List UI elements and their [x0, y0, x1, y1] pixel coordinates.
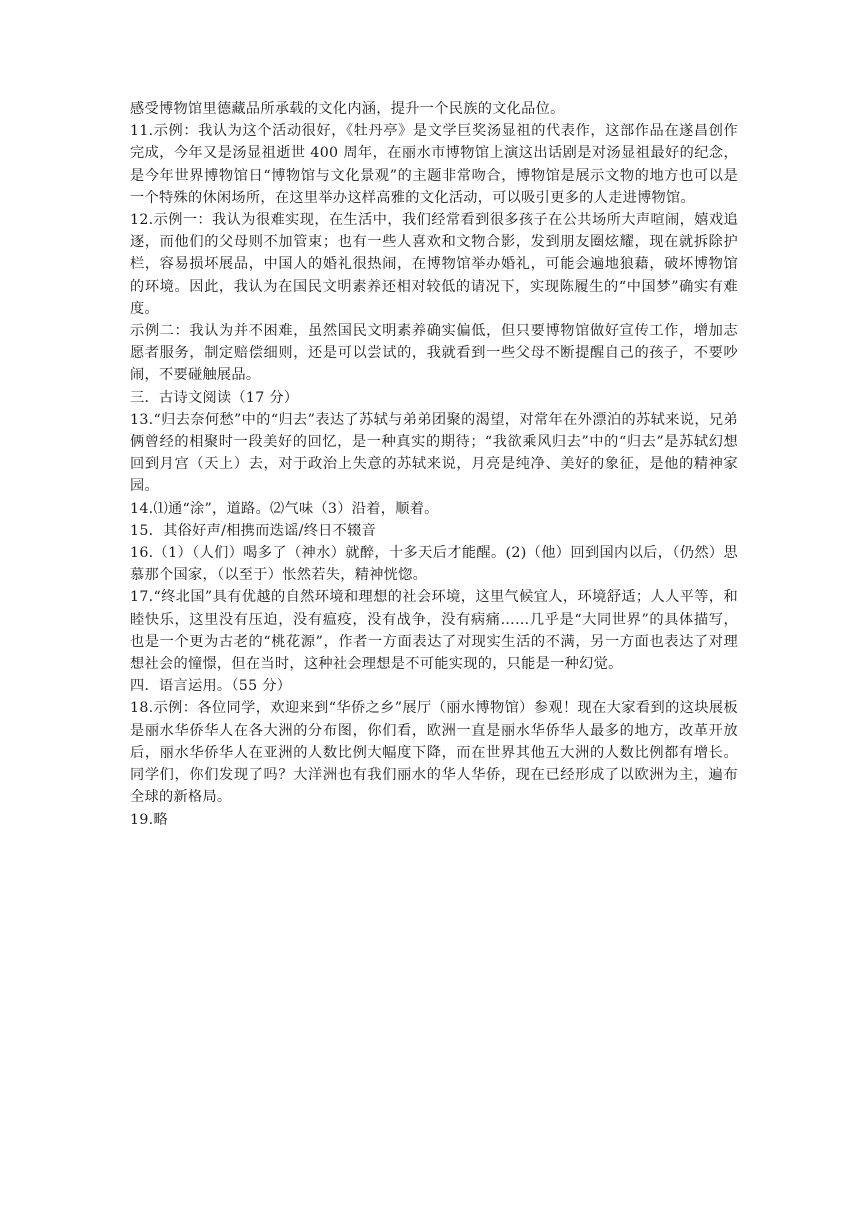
answer-17: 17.“终北国”具有优越的自然环境和理想的社会环境，这里气候宜人，环境舒适；人人平等，和睦快乐，这里没有压迫，没有瘟疫，没有战争，没有病痛……几乎是“大同世界”的具体描写，也是一个更为古老的“桃花源”，作者一方面表达了对现实生活的不满，另一方面也表达了对理想社会的憧憬，但在当时，这种社会理想是不可能实现的，只能是一种幻觉。 — [130, 589, 738, 673]
answer-13: 13.“归去奈何愁”中的“归去”表达了苏轼与弟弟团聚的渴望，对常年在外漂泊的苏轼来说，兄弟俩曾经的相聚时一段美好的回忆，是一种真实的期待；“我欲乘风归去”中的“归去”是苏轼幻想回到月宫（天上）去，对于政治上失意的苏轼来说，月亮是纯净、美好的象征，是他的精神家园。 — [130, 411, 738, 495]
answer-14: 14.⑴通“涂”，道路。⑵气味（3）沿着，顺着。 — [130, 500, 439, 517]
document-page — [130, 98, 738, 831]
answer-16: 16.（1）（人们）喝多了（神水）就醉，十多天后才能醒。(2)（他）回到国内以后，（仍然）思慕那个国家，（以至于）怅然若失，精神恍惚。 — [130, 545, 738, 584]
answer-12-example-1: 12.示例一：我认为很难实现，在生活中，我们经常看到很多孩子在公共场所大声喧闹，嬉戏追逐，而他们的父母则不加管束；也有一些人喜欢和文物合影，发到朋友圈炫耀，现在就拆除护栏，容易损坏展品，中国人的婚礼很热闹，在博物馆举办婚礼，可能会遍地狼藉，破坏博物馆的环境。因此，我认为在国民文明素养还相对较低的请况下，实现陈履生的“中国梦”确实有难度。 — [130, 212, 738, 317]
answer-18: 18.示例：各位同学，欢迎来到“华侨之乡”展厅（丽水博物馆）参观！现在大家看到的这块展板是丽水华侨华人在各大洲的分布图，你们看，欧洲一直是丽水华侨华人最多的地方，改革开放后，丽水华侨华人在亚洲的人数比例大幅度下降，而在世界其他五大洲的人数比例都有增长。同学们，你们发现了吗？大洋洲也有我们丽水的华人华侨，现在已经形成了以欧洲为主，遍布全球的新格局。 — [130, 700, 738, 806]
section-3-heading: 三．古诗文阅读（17 分） — [130, 389, 299, 406]
section-4-heading: 四．语言运用。（55 分） — [130, 678, 292, 695]
answer-11: 11.示例：我认为这个活动很好，《牡丹亭》是文学巨奖汤显祖的代表作，这部作品在遂昌创作完成，今年又是汤显祖逝世 400 周年，在丽水市博物馆上演这出话剧是对汤显祖最好的纪念，是今年世界博物馆日“博物馆与文化景观”的主题非常吻合，博物馆是展示文物的地方也可以是一个特殊的休闲场所，在这里举办这样高雅的文化活动，可以吸引更多的人走进博物馆。 — [130, 123, 738, 206]
answer-10-continuation: 感受博物馆里德藏品所承载的文化内涵，提升一个民族的文化品位。 — [130, 101, 565, 117]
answer-12-example-2: 示例二：我认为并不困难，虽然国民文明素养确实偏低，但只要博物馆做好宣传工作，增加志愿者服务，制定赔偿细则，还是可以尝试的，我就看到一些父母不断提醒自己的孩子，不要吵闹，不要碰触展品。 — [130, 323, 738, 384]
answer-19: 19.略 — [130, 811, 168, 828]
answer-15: 15．其俗好声/相携而迭谣/终日不辍音 — [130, 522, 377, 539]
